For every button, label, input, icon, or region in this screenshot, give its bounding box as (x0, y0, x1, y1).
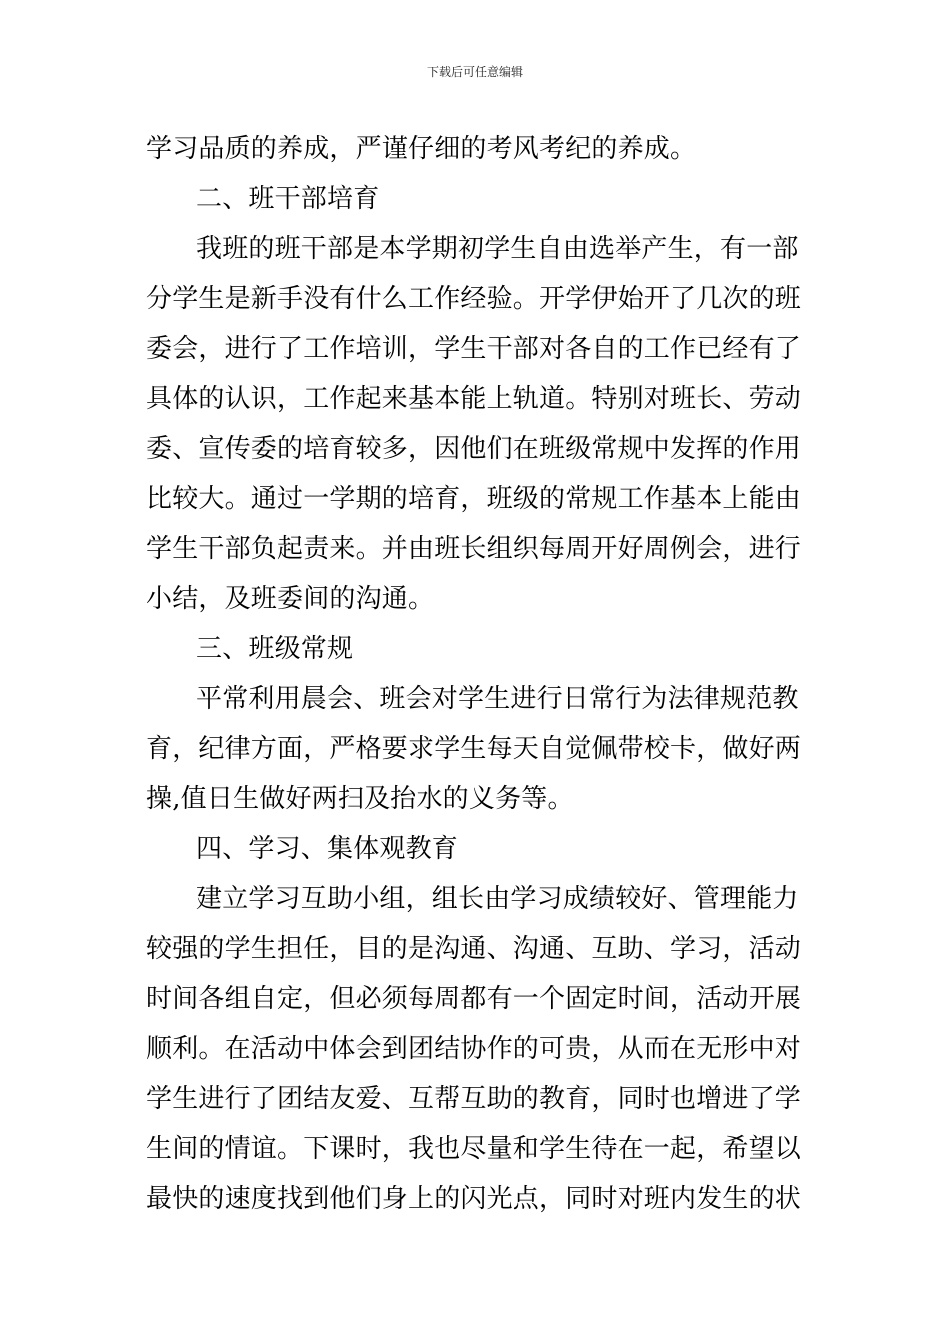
text-line: 分学生是新手没有什么工作经验。开学伊始开了几次的班 (146, 284, 802, 314)
page-header: 下载后可任意编辑 (426, 65, 523, 79)
section-heading: 二、班干部培育 (196, 184, 380, 214)
text-line: 较强的学生担任，目的是沟通、沟通、互助、学习，活动 (146, 934, 802, 964)
text-line: 学生干部负起责来。并由班长组织每周开好周例会，进行 (146, 534, 802, 564)
text-line: 最快的速度找到他们身上的闪光点，同时对班内发生的状 (146, 1184, 802, 1214)
text-line: 学习品质的养成，严谨仔细的考风考纪的养成。 (146, 134, 697, 164)
text-line: 时间各组自定，但必须每周都有一个固定时间，活动开展 (146, 984, 802, 1014)
text-line: 平常利用晨会、班会对学生进行日常行为法律规范教 (196, 684, 799, 714)
text-line: 委会，进行了工作培训，学生干部对各自的工作已经有了 (146, 334, 802, 364)
section-heading: 三、班级常规 (196, 634, 354, 664)
text-line: 小结，及班委间的沟通。 (146, 584, 435, 614)
text-line: 我班的班干部是本学期初学生自由选举产生，有一部 (196, 234, 799, 264)
text-line: 具体的认识，工作起来基本能上轨道。特别对班长、劳动 (146, 384, 802, 414)
section-heading: 四、学习、集体观教育 (196, 834, 459, 864)
text-line: 生间的情谊。下课时，我也尽量和学生待在一起，希望以 (146, 1134, 802, 1164)
text-line: 学生进行了团结友爱、互帮互助的教育，同时也增进了学 (146, 1084, 802, 1114)
text-line: 操,值日生做好两扫及抬水的义务等。 (146, 784, 574, 814)
text-line: 育，纪律方面，严格要求学生每天自觉佩带校卡，做好两 (146, 734, 802, 764)
text-line: 委、宣传委的培育较多，因他们在班级常规中发挥的作用 (146, 434, 802, 464)
text-line: 顺利。在活动中体会到团结协作的可贵，从而在无形中对 (146, 1034, 802, 1064)
text-line: 建立学习互助小组，组长由学习成绩较好、管理能力 (196, 884, 799, 914)
text-line: 比较大。通过一学期的培育，班级的常规工作基本上能由 (146, 484, 802, 514)
